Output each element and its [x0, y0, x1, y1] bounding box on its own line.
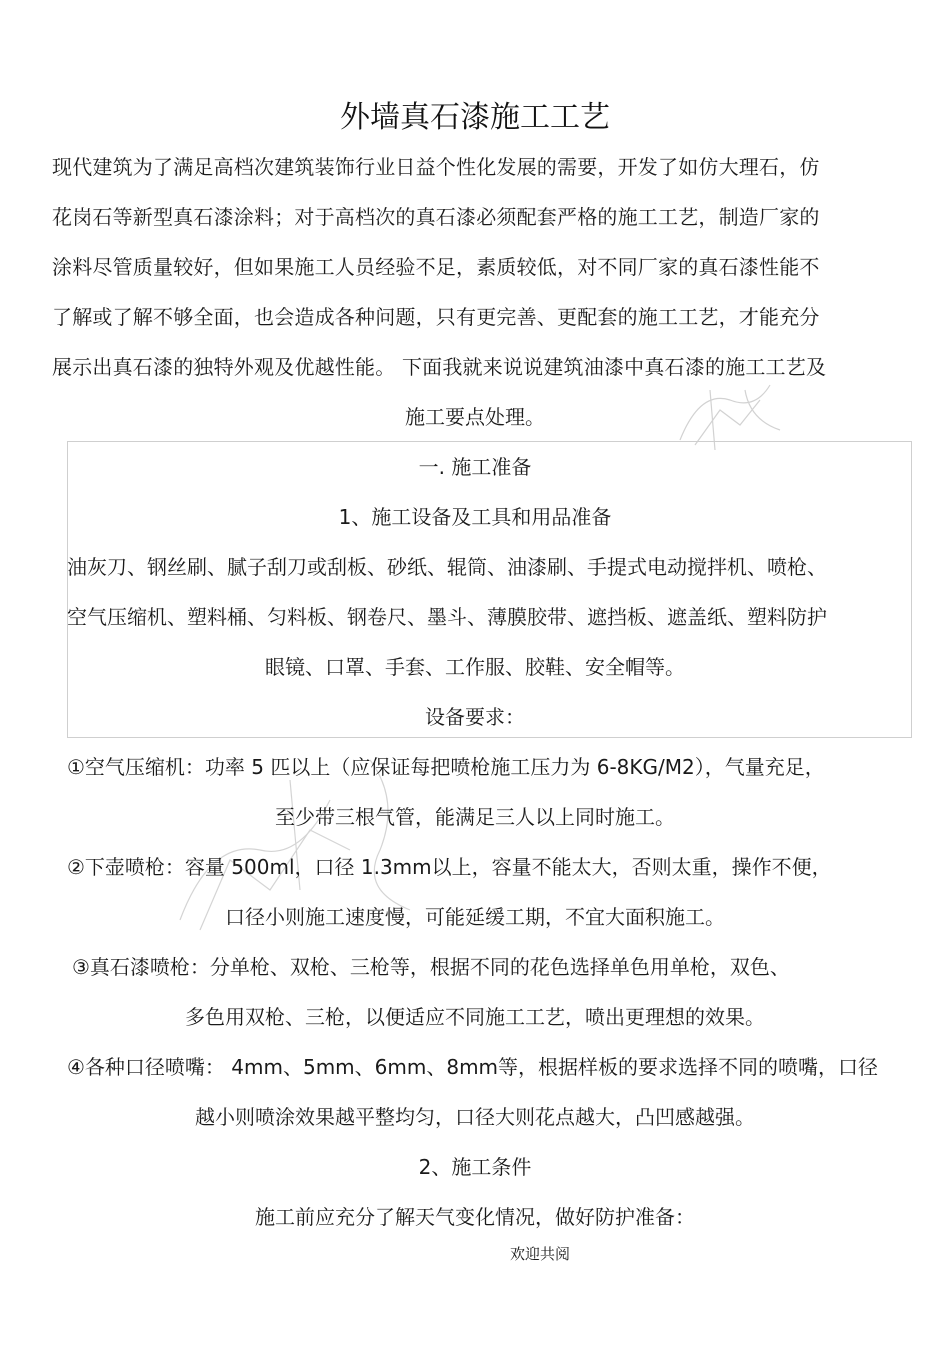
- tools-line: 油灰刀、钢丝刷、腻子刮刀或刮板、砂纸、辊筒、油漆刷、手提式电动搅拌机、喷枪、: [67, 555, 827, 579]
- tools-line: 眼镜、口罩、手套、工作服、胶鞋、安全帽等。: [265, 655, 685, 679]
- req-item-line2: 至少带三根气管，能满足三人以上同时施工。: [275, 805, 675, 829]
- req-item-line2: 多色用双枪、三枪，以便适应不同施工工艺，喷出更理想的效果。: [185, 1005, 765, 1029]
- sub1-heading: 1、施工设备及工具和用品准备: [338, 505, 612, 529]
- page-footer: 欢迎共阅: [509, 1245, 570, 1263]
- section1-heading: 一. 施工准备: [418, 455, 532, 479]
- req-item-line1: ②下壶喷枪：容量 500ml，口径 1.3mm以上，容量不能太大，否则太重，操作不便，: [67, 855, 832, 879]
- tools-line: 空气压缩机、塑料桶、匀料板、钢卷尺、墨斗、薄膜胶带、遮挡板、遮盖纸、塑料防护: [67, 605, 827, 629]
- req-item-line2: 口径小则施工速度慢，可能延缓工期，不宜大面积施工。: [225, 905, 725, 929]
- intro-line: 涂料尽管质量较好，但如果施工人员经验不足，素质较低，对不同厂家的真石漆性能不: [52, 255, 820, 279]
- req-item-line2: 越小则喷涂效果越平整均匀，口径大则花点越大，凸凹感越强。: [195, 1105, 755, 1129]
- req-item-line1: ①空气压缩机：功率 5 匹以上（应保证每把喷枪施工压力为 6-8KG/M2），气量充足，: [67, 755, 825, 779]
- conditions-line: 施工前应充分了解天气变化情况，做好防护准备：: [255, 1205, 695, 1229]
- intro-last-line: 施工要点处理。: [405, 405, 545, 429]
- req-item-line1: ④各种口径喷嘴： 4mm、5mm、6mm、8mm等，根据样板的要求选择不同的喷嘴，口径: [67, 1055, 879, 1079]
- preparation-box: [67, 441, 912, 738]
- intro-line: 花岗石等新型真石漆涂料；对于高档次的真石漆必须配套严格的施工工艺，制造厂家的: [52, 205, 820, 229]
- intro-line: 展示出真石漆的独特外观及优越性能。 下面我就来说说建筑油漆中真石漆的施工工艺及: [52, 355, 827, 379]
- req-item-line1: ③真石漆喷枪：分单枪、双枪、三枪等，根据不同的花色选择单色用单枪，双色、: [72, 955, 790, 979]
- equip-req-heading: 设备要求：: [425, 705, 525, 729]
- sub2-heading: 2、施工条件: [418, 1155, 532, 1179]
- document-title: 外墙真石漆施工工艺: [340, 100, 610, 135]
- intro-line: 了解或了解不够全面，也会造成各种问题，只有更完善、更配套的施工工艺，才能充分: [52, 305, 820, 329]
- intro-line: 现代建筑为了满足高档次建筑装饰行业日益个性化发展的需要，开发了如仿大理石，仿: [52, 155, 820, 179]
